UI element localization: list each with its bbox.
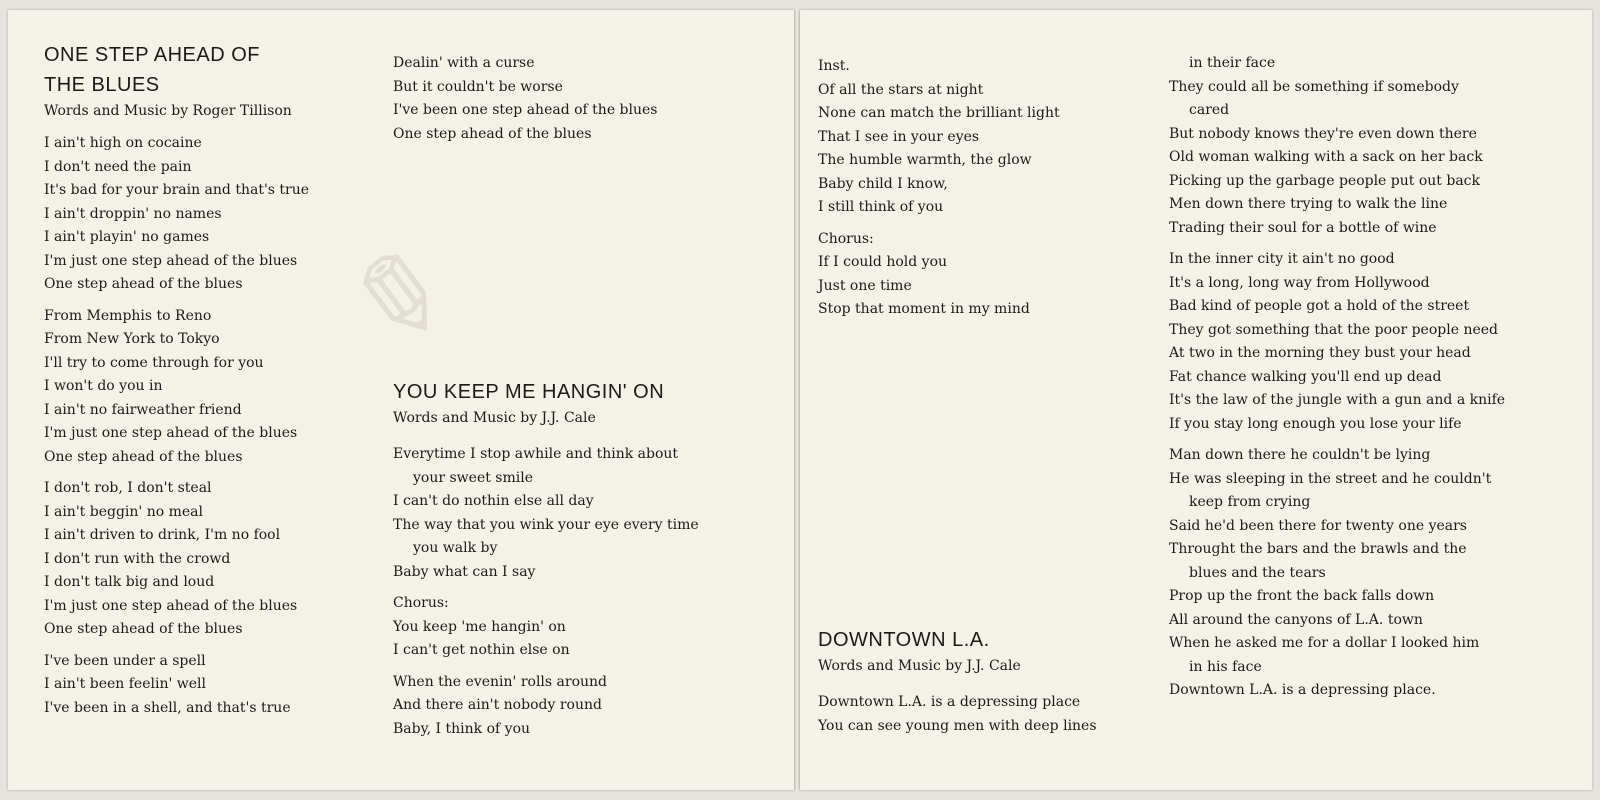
lyric-line: At two in the morning they bust your head — [1169, 345, 1471, 361]
lyrics-stanza — [44, 305, 384, 470]
song-credit: Words and Music by J.J. Cale — [818, 658, 1021, 674]
lyric-line: I can't get nothin else on — [393, 642, 570, 658]
lyric-line: keep from crying — [1189, 494, 1311, 510]
lyric-line: The way that you wink your eye every time — [393, 516, 699, 533]
lyric-line: cared — [1189, 102, 1230, 118]
lyrics-stanza — [393, 443, 773, 584]
lyric-line: That I see in your eyes — [818, 128, 980, 145]
song-title: YOU KEEP ME HANGIN' ON — [393, 381, 665, 403]
lyric-line: If you stay long enough you lose your life — [1169, 415, 1462, 432]
lyrics-stanza — [44, 132, 384, 297]
lyric-line: you walk by — [413, 540, 498, 556]
lyric-line: Inst. — [818, 58, 850, 74]
lyric-line: Old woman walking with a sack on her back — [1169, 149, 1483, 165]
lyric-line: One step ahead of the blues — [44, 276, 243, 292]
lyric-line: When the evenin' rolls around — [393, 673, 607, 690]
lyric-line: I don't rob, I don't steal — [44, 480, 212, 496]
lyric-line: Bad kind of people got a hold of the street — [1169, 298, 1470, 314]
lyric-line: your sweet smile — [413, 469, 534, 486]
lyric-line: Throught the bars and the brawls and the — [1169, 541, 1467, 557]
lyric-line: Downtown L.A. is a depressing place — [818, 694, 1081, 710]
bleed-through-art: ✎ — [338, 230, 439, 369]
lyric-line: Chorus: — [818, 230, 874, 247]
lyric-line: I'm just one step ahead of the blues — [44, 252, 298, 269]
song-credit: Words and Music by J.J. Cale — [393, 410, 596, 426]
lyric-line: But it couldn't be worse — [393, 78, 563, 95]
lyric-line: None can match the brilliant light — [818, 105, 1060, 121]
lyric-line: One step ahead of the blues — [44, 621, 243, 637]
lyric-line: I'm just one step ahead of the blues — [44, 597, 298, 614]
lyric-line: Men down there trying to walk the line — [1169, 196, 1448, 212]
lyric-line: One step ahead of the blues — [393, 125, 592, 142]
lyric-line: I've been one step ahead of the blues — [393, 102, 658, 118]
lyrics-stanza — [1169, 52, 1579, 240]
lyric-line: Baby, I think of you — [393, 720, 531, 737]
song-downtown-la — [818, 625, 1158, 738]
lyrics-stanza — [1169, 248, 1579, 436]
lyrics-stanza — [393, 671, 773, 742]
lyric-line: Trading their soul for a bottle of wine — [1169, 219, 1437, 236]
lyric-line: I ain't droppin' no names — [44, 205, 222, 222]
chorus-stanza — [393, 592, 773, 663]
lyric-line: You can see young men with deep lines — [818, 717, 1097, 734]
lyric-line: One step ahead of the blues — [44, 448, 243, 465]
lyric-line: I'll try to come through for you — [44, 354, 264, 371]
lyrics-stanza — [44, 650, 384, 721]
lyric-line: Baby what can I say — [393, 563, 536, 580]
lyric-line: I've been under a spell — [44, 652, 206, 669]
lyric-line: I've been in a shell, and that's true — [44, 699, 291, 716]
lyrics-stanzas — [818, 55, 1158, 322]
lyric-line: Baby child I know, — [818, 175, 948, 192]
lyric-line: Stop that moment in my mind — [818, 301, 1030, 317]
lyric-line: Prop up the front the back falls down — [1169, 588, 1435, 604]
song-title: DOWNTOWN L.A. — [818, 629, 990, 651]
lyrics-column — [818, 55, 1158, 734]
lyric-line: You keep 'me hangin' on — [393, 618, 566, 635]
lyric-line: in their face — [1189, 55, 1276, 71]
lyric-line: I don't need the pain — [44, 158, 192, 175]
lyric-line: In the inner city it ain't no good — [1169, 251, 1395, 267]
lyric-line: Man down there he couldn't be lying — [1169, 447, 1431, 463]
lyric-line: I don't talk big and loud — [44, 574, 215, 590]
lyrics-stanza — [1169, 444, 1579, 703]
lyric-line: If I could hold you — [818, 254, 948, 270]
lyric-line: in his face — [1189, 658, 1262, 675]
song-one-step-ahead — [44, 40, 384, 728]
lyrics-stanza — [44, 477, 384, 642]
lyrics-column-downtown-la — [1169, 52, 1579, 711]
lyric-line: I won't do you in — [44, 378, 163, 394]
lyric-line: From New York to Tokyo — [44, 331, 220, 347]
lyric-line: I ain't playin' no games — [44, 229, 210, 245]
lyric-line: blues and the tears — [1189, 564, 1326, 581]
lyric-line: And there ain't nobody round — [393, 697, 602, 713]
lyric-line: Downtown L.A. is a depressing place. — [1169, 682, 1436, 698]
lyric-line: From Memphis to Reno — [44, 307, 212, 324]
song-you-keep-me-hangin-on — [393, 377, 773, 749]
lyrics-column — [44, 132, 384, 720]
lyric-line: I don't run with the crowd — [44, 550, 231, 567]
lyric-line: Everytime I stop awhile and think about — [393, 446, 679, 462]
lyric-line: I'm just one step ahead of the blues — [44, 425, 298, 441]
song-title-line-2: THE BLUES — [44, 74, 160, 96]
lyric-line: I ain't driven to drink, I'm no fool — [44, 527, 281, 543]
left-page — [8, 10, 794, 790]
lyric-line: They could all be something if somebody — [1169, 78, 1459, 95]
lyrics-stanza — [818, 691, 1158, 738]
lyric-line: Chorus: — [393, 595, 449, 611]
lyric-line: Dealin' with a curse — [393, 55, 535, 71]
lyric-line: Said he'd been there for twenty one years — [1169, 517, 1467, 534]
song-credit: Words and Music by Roger Tillison — [44, 103, 292, 119]
right-page — [800, 10, 1592, 790]
lyrics-stanza — [393, 52, 773, 146]
lyrics-stanza — [818, 55, 1158, 220]
lyric-line: The humble warmth, the glow — [818, 152, 1032, 168]
lyric-line: It's a long, long way from Hollywood — [1169, 274, 1430, 291]
lyric-line: I can't do nothin else all day — [393, 493, 594, 509]
song-title — [44, 40, 384, 100]
lyric-line: I still think of you — [818, 199, 944, 215]
lyric-line: Fat chance walking you'll end up dead — [1169, 368, 1442, 385]
lyric-line: Of all the stars at night — [818, 81, 984, 98]
lyrics-column-continued — [393, 52, 773, 737]
lyric-line: It's the law of the jungle with a gun and a knife — [1169, 392, 1506, 408]
lyric-line: I ain't been feelin' well — [44, 676, 206, 692]
lyric-line: When he asked me for a dollar I looked him — [1169, 635, 1480, 651]
lyric-line: It's bad for your brain and that's true — [44, 182, 310, 198]
lyric-line: They got something that the poor people need — [1169, 321, 1498, 338]
song-title-line-1: ONE STEP AHEAD OF — [44, 44, 260, 66]
lyric-line: But nobody knows they're even down there — [1169, 125, 1477, 142]
lyrics-stanza — [818, 228, 1158, 322]
lyrics-stanzas — [1169, 52, 1579, 703]
lyric-line: Picking up the garbage people put out back — [1169, 172, 1481, 189]
lyric-line: I ain't high on cocaine — [44, 135, 202, 151]
lyric-line: I ain't no fairweather friend — [44, 401, 242, 418]
lyric-line: He was sleeping in the street and he couldn't — [1169, 470, 1492, 487]
lyric-line: Just one time — [818, 277, 912, 294]
lyric-line: All around the canyons of L.A. town — [1169, 611, 1423, 628]
lyric-line: I ain't beggin' no meal — [44, 503, 203, 520]
